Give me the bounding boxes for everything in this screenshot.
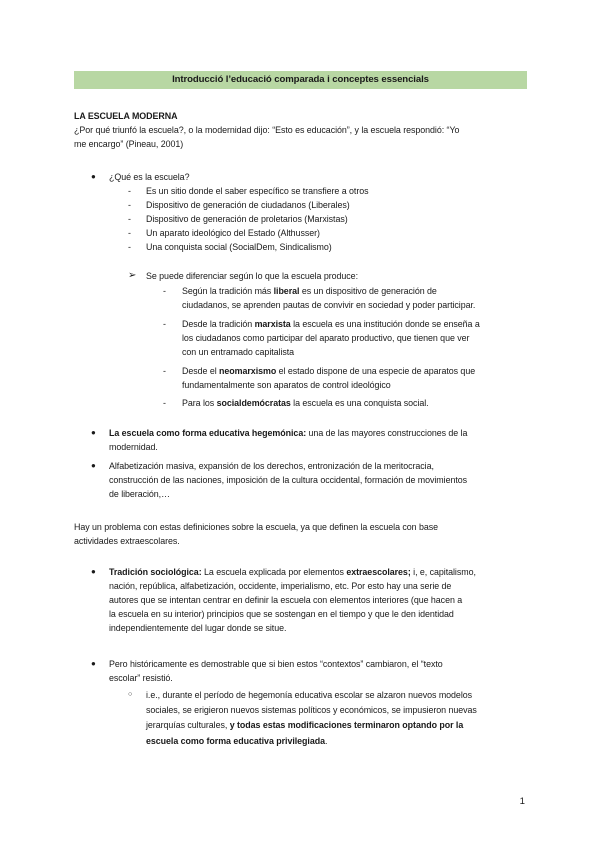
liberal-line-2: ciudadanos, se aprenden pautas de convivir en sociedad y poder participar.: [182, 300, 476, 310]
problema-line-2: actividades extraescolares.: [74, 536, 180, 546]
que-es-item: Un aparato ideológico del Estado (Althusser): [146, 228, 320, 238]
intro-line-1: ¿Por qué triunfó la escuela?, o la modernidad dijo: “Esto es educación”, y la escuela respondió: “Yo: [74, 125, 460, 135]
neomarxismo-line-2: fundamentalmente son aparatos de control ideológico: [182, 380, 391, 390]
tradicion-line-4: la escuela en su interior) principios que se sostengan en el tiempo y que le den identidad: [109, 609, 454, 619]
dash-icon: -: [128, 186, 131, 196]
page-number: 1: [519, 796, 525, 807]
bullet-icon: ●: [91, 659, 96, 668]
tradicion-line-2: nación, república, alfabetización, occidente, imperialismo, etc. Por esto hay una serie de: [109, 581, 452, 591]
que-es-item: Dispositivo de generación de proletarios (Marxistas): [146, 214, 348, 224]
alfabetizacion-line-2: construcción de las naciones, imposición de la cultura occidental, formación de movimientos: [109, 475, 468, 485]
dash-icon: -: [128, 242, 131, 252]
bullet-icon: ●: [91, 461, 96, 470]
dash-icon: -: [163, 366, 166, 376]
liberal-line-1: Según la tradición más liberal es un dispositivo de generación de: [182, 286, 437, 296]
que-es-item: Es un sitio donde el saber específico se transfiere a otros: [146, 186, 369, 196]
historicamente-sub-line-1: i.e., durante el período de hegemonía educativa escolar se alzaron nuevos modelos: [146, 690, 473, 700]
que-es-item: Una conquista social (SocialDem, Sindicalismo): [146, 242, 332, 252]
dash-icon: -: [163, 319, 166, 329]
historicamente-line-1: Pero históricamente es demostrable que si bien estos “contextos” cambiaron, el “texto: [109, 659, 443, 669]
section-heading: LA ESCUELA MODERNA: [74, 111, 178, 121]
tradicion-line-5: independientemente del lugar donde se situe.: [109, 623, 287, 633]
hegemonica-line-2: modernidad.: [109, 442, 158, 452]
historicamente-line-2: escolar” resistió.: [109, 673, 173, 683]
diferenciar-lead: Se puede diferenciar según lo que la escuela produce:: [146, 271, 358, 281]
dash-icon: -: [163, 286, 166, 296]
arrow-icon: ➢: [128, 270, 137, 281]
marxista-line-1: Desde la tradición marxista la escuela es una institución donde se enseña a: [182, 319, 480, 329]
problema-line-1: Hay un problema con estas definiciones sobre la escuela, ya que definen la escuela con base: [74, 522, 438, 532]
historicamente-sub-line-4: escuela como forma educativa privilegiada.: [146, 736, 328, 746]
historicamente-sub-line-3: jerarquías culturales, y todas estas modificaciones terminaron optando por la: [146, 720, 464, 730]
marxista-line-2: los ciudadanos como participar del aparato productivo, que tienen que ver: [182, 333, 470, 343]
historicamente-sub-line-2: sociales, se erigieron nuevos sistemas políticos y económicos, se impusieron nuevas: [146, 705, 477, 715]
dash-icon: -: [128, 200, 131, 210]
hegemonica-line-1: La escuela como forma educativa hegemónica: una de las mayores construcciones de la: [109, 428, 468, 438]
alfabetizacion-line-3: de liberación,…: [109, 489, 170, 499]
dash-icon: -: [128, 214, 131, 224]
que-es-question: ¿Qué es la escuela?: [109, 172, 190, 182]
bullet-icon: ●: [91, 567, 96, 576]
dash-icon: -: [163, 398, 166, 408]
intro-line-2: me encargo” (Pineau, 2001): [74, 139, 184, 149]
tradicion-line-1: Tradición sociológica: La escuela explicada por elementos extraescolares; i, e, capitalismo,: [109, 567, 476, 577]
bullet-icon: ●: [91, 428, 96, 437]
marxista-line-3: con un entramado capitalista: [182, 347, 295, 357]
alfabetizacion-line-1: Alfabetización masiva, expansión de los derechos, entronización de la meritocracia,: [109, 461, 434, 471]
bullet-icon: ●: [91, 172, 96, 181]
circle-bullet-icon: ○: [128, 691, 133, 698]
document-title: Introducció l’educació comparada i conceptes essencials: [74, 71, 527, 89]
tradicion-line-3: autores que se intentan centrar en definir la escuela con elementos interiores (que hacen a: [109, 595, 463, 605]
neomarxismo-line-1: Desde el neomarxismo el estado dispone de una especie de aparatos que: [182, 366, 476, 376]
que-es-item: Dispositivo de generación de ciudadanos (Liberales): [146, 200, 350, 210]
dash-icon: -: [128, 228, 131, 238]
socialdem-line: Para los socialdemócratas la escuela es una conquista social.: [182, 398, 429, 408]
